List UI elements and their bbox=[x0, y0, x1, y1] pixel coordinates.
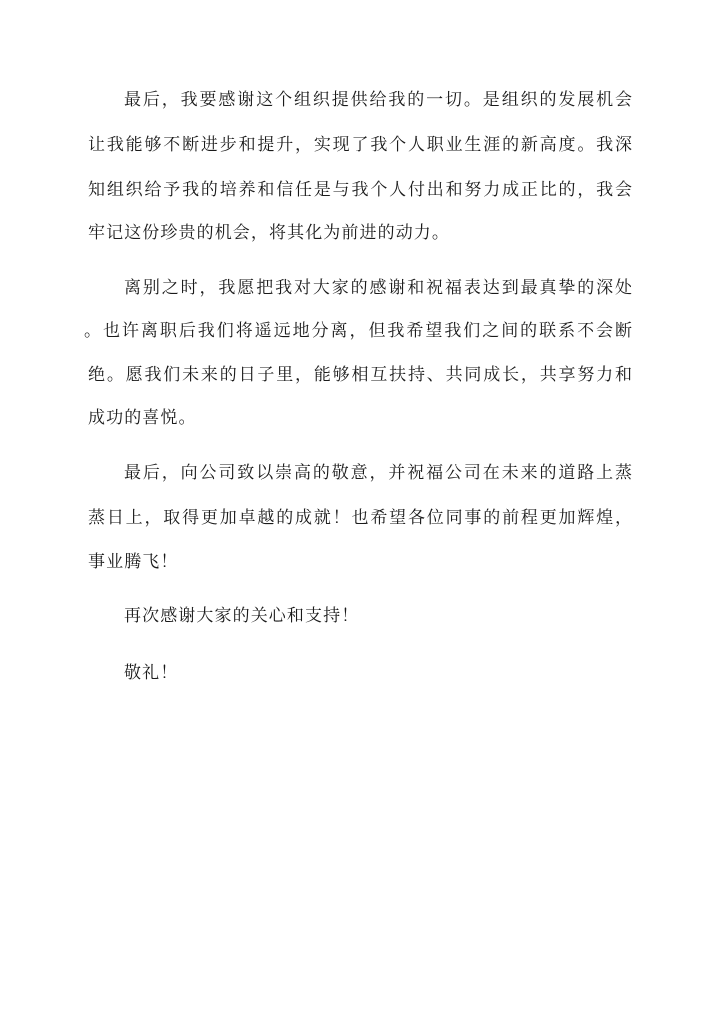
text-line: 蒸日上，取得更加卓越的成就！也希望各位同事的前程更加辉煌， bbox=[88, 508, 632, 528]
text-line: 。也许离职后我们将遥远地分离，但我希望我们之间的联系不会断 bbox=[84, 321, 632, 341]
text-line: 再次感谢大家的关心和支持！ bbox=[124, 606, 360, 626]
text-line: 事业腾飞！ bbox=[88, 552, 179, 572]
text-line: 牢记这份珍贵的机会，将其化为前进的动力。 bbox=[88, 223, 450, 243]
text-line: 最后，向公司致以崇高的敬意，并祝福公司在未来的道路上蒸 bbox=[124, 463, 632, 483]
text-line: 敬礼！ bbox=[124, 663, 179, 683]
text-line: 让我能够不断进步和提升，实现了我个人职业生涯的新高度。我深 bbox=[88, 135, 632, 155]
text-line: 最后，我要感谢这个组织提供给我的一切。是组织的发展机会 bbox=[124, 90, 632, 110]
text-line: 离别之时，我愿把我对大家的感谢和祝福表达到最真挚的深处 bbox=[124, 278, 632, 298]
text-line: 知组织给予我的培养和信任是与我个人付出和努力成正比的，我会 bbox=[88, 180, 632, 200]
text-line: 成功的喜悦。 bbox=[88, 408, 197, 428]
text-line: 绝。愿我们未来的日子里，能够相互扶持、共同成长，共享努力和 bbox=[88, 365, 632, 385]
